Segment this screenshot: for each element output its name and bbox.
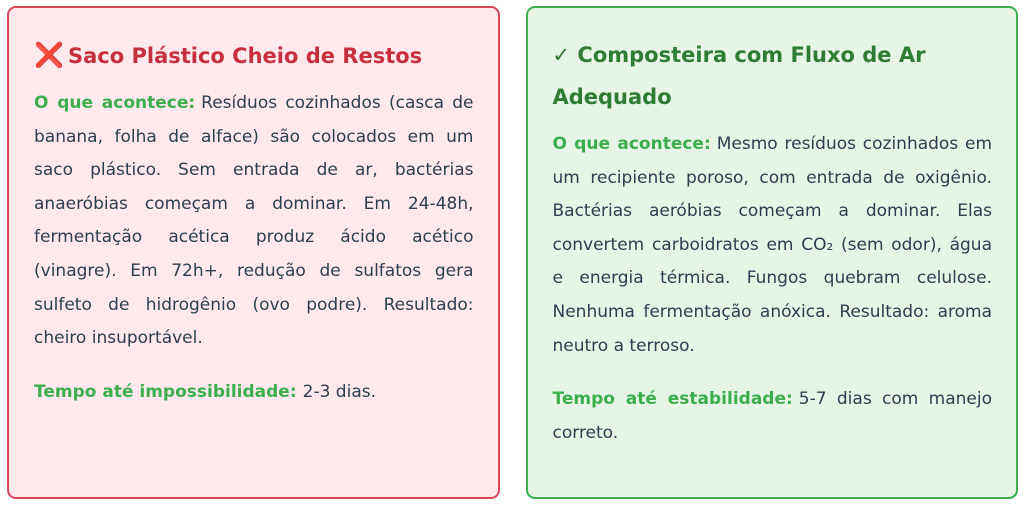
comparison-cards	[7, 6, 1018, 499]
compost-bin-time-label: Tempo até estabilidade:	[552, 389, 793, 410]
compost-bin-what-text: Mesmo resíduos cozinhados em um recipiente poroso, com entrada de oxigênio. Bactérias aeróbias começam a dominar. Elas convertem carboidratos em CO₂ (sem odor), água e energia térmica. Fungos quebram celulose. Nenhuma fermentação anóxica. Resultado: aroma neutro a terroso.	[552, 134, 992, 356]
plastic-bag-card-title	[34, 34, 474, 77]
compost-bin-what-label: O que acontece:	[552, 134, 711, 154]
plastic-bag-title-text: Saco Plástico Cheio de Restos	[68, 44, 423, 68]
plastic-bag-time-label: Tempo até impossibilidade:	[34, 381, 297, 402]
plastic-bag-what-label: O que acontece:	[34, 93, 196, 113]
compost-bin-time	[553, 383, 993, 450]
compost-bin-what-happens	[553, 128, 993, 363]
plastic-bag-card	[7, 6, 500, 499]
plastic-bag-time-text: 2-3 dias.	[302, 381, 377, 402]
check-mark-icon: ✓	[552, 43, 571, 67]
compost-bin-title-text: Composteira com Fluxo de Ar Adequado	[552, 43, 926, 109]
plastic-bag-time	[34, 376, 474, 410]
cross-mark-icon: ❌	[34, 41, 64, 69]
compost-bin-card	[526, 6, 1019, 499]
compost-bin-time-text: 5-7 dias com manejo correto.	[552, 389, 992, 443]
plastic-bag-what-happens	[34, 87, 474, 356]
plastic-bag-what-text: Resíduos cozinhados (casca de banana, folha de alface) são colocados em um saco plástico. Sem entrada de ar, bactérias anaeróbias começam a dominar. Em 24-48h, fermentação acética produz ácido acético (vinagre). Em 72h+, redução de sulfatos gera sulfeto de hidrogênio (ovo podre). Resultado: cheiro insuportável.	[34, 93, 474, 349]
compost-bin-card-title	[553, 34, 993, 118]
